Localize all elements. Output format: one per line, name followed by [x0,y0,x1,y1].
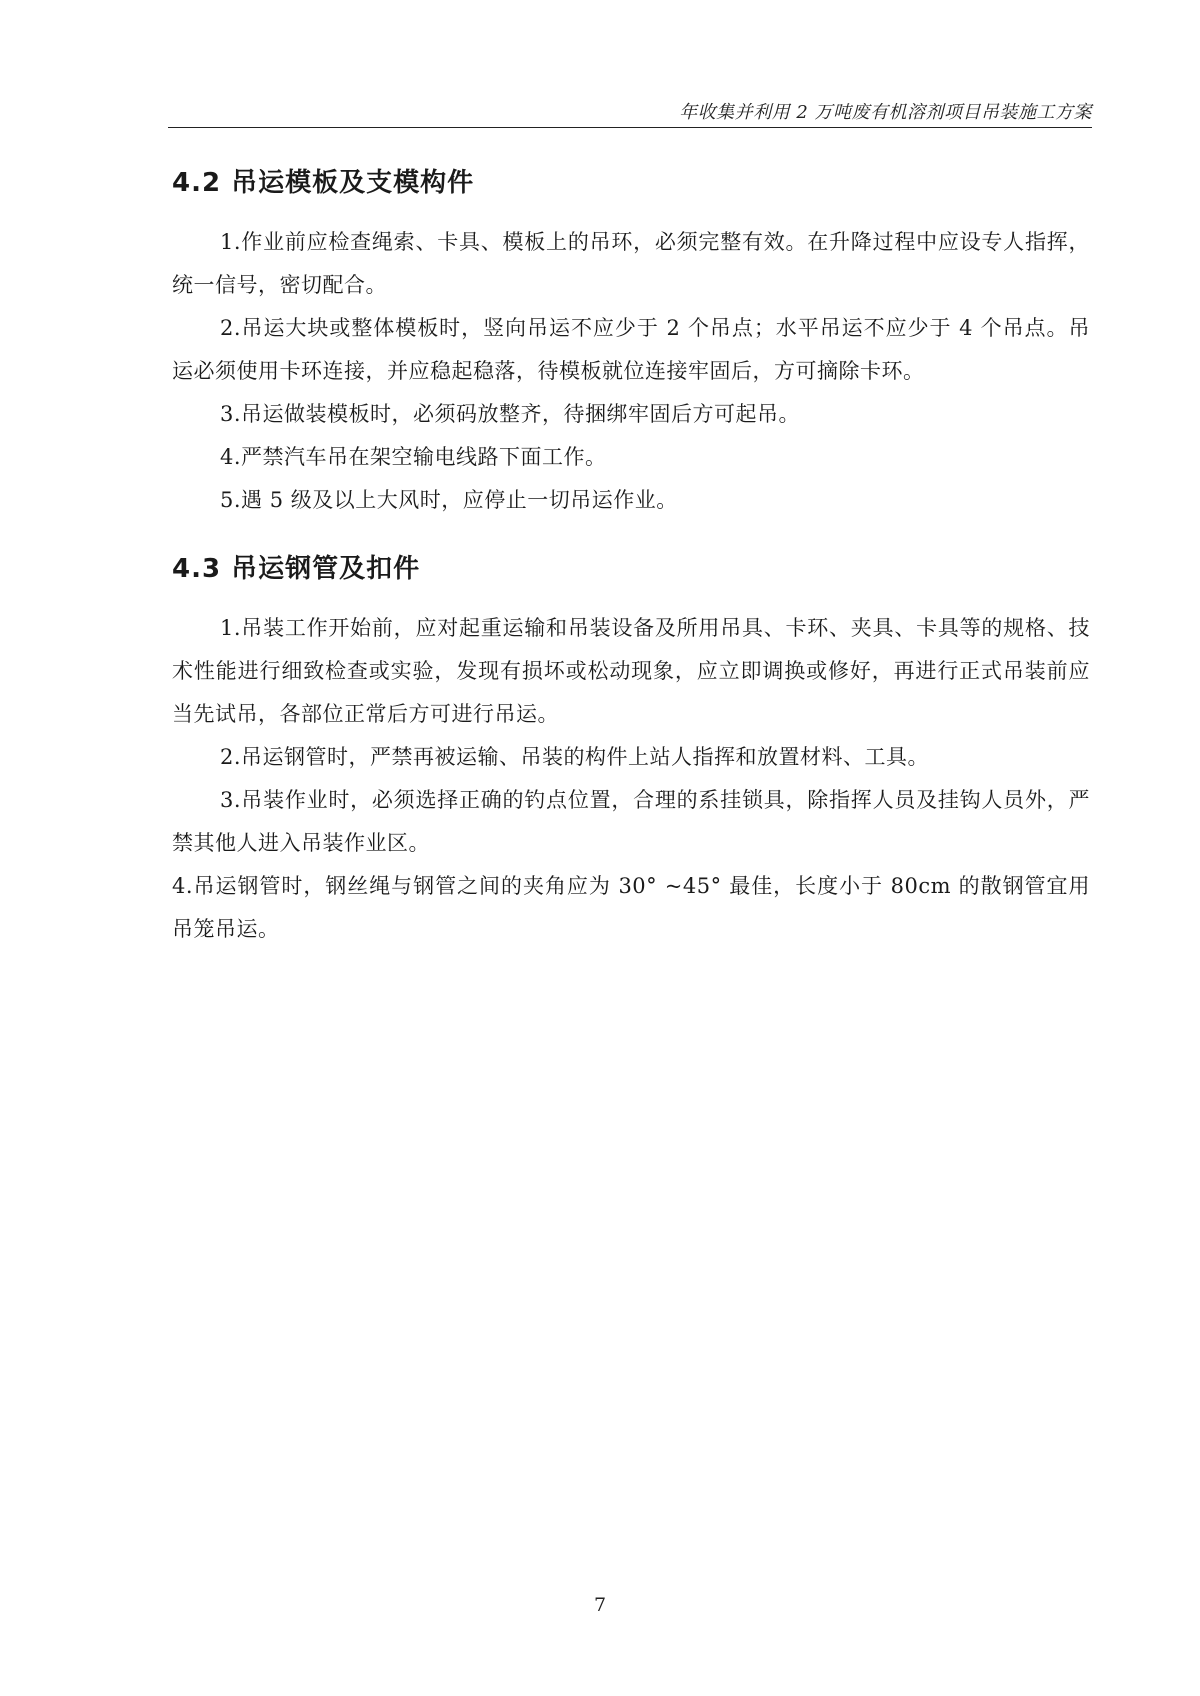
paragraph: 1.作业前应检查绳索、卡具、模板上的吊环，必须完整有效。在升降过程中应设专人指挥，统一信号，密切配合。 [172,230,1090,297]
section-gap [172,522,1090,536]
paragraph: 2.吊运钢管时，严禁再被运输、吊装的构件上站人指挥和放置材料、工具。 [220,745,930,769]
section-heading-4-2: 4.2 吊运模板及支模构件 [172,168,475,198]
paragraph: 4.吊运钢管时，钢丝绳与钢管之间的夹角应为 30° ~45° 最佳，长度小于 80cm 的散钢管宜用吊笼吊运。 [172,874,1090,941]
section-heading-4-3: 4.3 吊运钢管及扣件 [172,554,421,584]
paragraph: 2.吊运大块或整体模板时，竖向吊运不应少于 2 个吊点；水平吊运不应少于 4 个吊点。吊运必须使用卡环连接，并应稳起稳落，待模板就位连接牢固后，方可摘除卡环。 [172,316,1090,383]
paragraph: 3.吊装作业时，必须选择正确的钓点位置，合理的系挂锁具，除指挥人员及挂钩人员外，严禁其他人进入吊装作业区。 [172,788,1090,855]
header-rule [168,127,1092,128]
paragraph: 3.吊运做装模板时，必须码放整齐，待捆绑牢固后方可起吊。 [220,402,801,426]
page-content [172,150,1090,951]
running-header: 年收集并利用 2 万吨废有机溶剂项目吊装施工方案 [679,102,1092,123]
paragraph: 4.严禁汽车吊在架空输电线路下面工作。 [220,445,607,469]
page-number: 7 [593,1594,607,1616]
paragraph: 1.吊装工作开始前，应对起重运输和吊装设备及所用吊具、卡环、夹具、卡具等的规格、技术性能进行细致检查或实验，发现有损坏或松动现象，应立即调换或修好，再进行正式吊装前应当先试吊，各部位正常后方可进行吊运。 [172,616,1090,726]
paragraph: 5.遇 5 级及以上大风时，应停止一切吊运作业。 [220,488,678,512]
